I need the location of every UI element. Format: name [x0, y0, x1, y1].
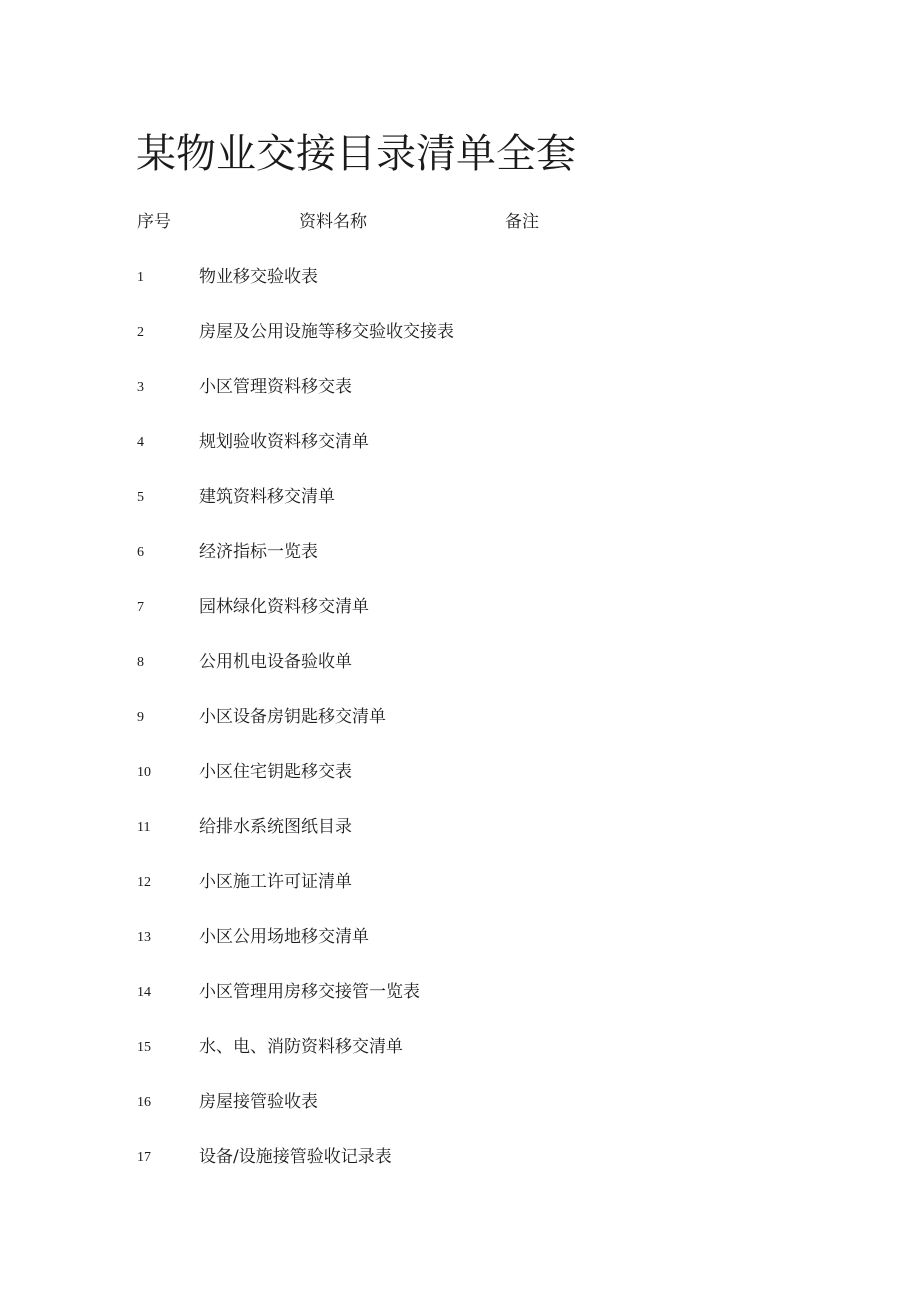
item-number: 2 — [137, 325, 144, 340]
document-title: 某物业交接目录清单全套 — [136, 131, 576, 177]
item-number: 9 — [137, 710, 144, 725]
list-item — [0, 868, 920, 923]
document-list — [0, 263, 920, 1198]
list-item — [0, 978, 920, 1033]
item-name: 物业移交验收表 — [199, 267, 318, 287]
item-name: 小区公用场地移交清单 — [199, 927, 369, 947]
item-name: 园林绿化资料移交清单 — [199, 597, 369, 617]
item-number: 4 — [137, 435, 144, 450]
item-number: 7 — [137, 600, 144, 615]
item-number: 10 — [137, 765, 151, 780]
list-item — [0, 428, 920, 483]
list-item — [0, 483, 920, 538]
item-number: 8 — [137, 655, 144, 670]
item-number: 13 — [137, 930, 151, 945]
list-item — [0, 318, 920, 373]
list-item — [0, 593, 920, 648]
item-name: 经济指标一览表 — [199, 542, 318, 562]
list-item — [0, 813, 920, 868]
item-number: 6 — [137, 545, 144, 560]
item-name: 小区管理资料移交表 — [199, 377, 352, 397]
list-item — [0, 538, 920, 593]
item-name: 给排水系统图纸目录 — [199, 817, 352, 837]
list-item — [0, 923, 920, 978]
item-number: 12 — [137, 875, 151, 890]
item-number: 14 — [137, 985, 151, 1000]
list-item — [0, 1088, 920, 1143]
list-item — [0, 263, 920, 318]
item-number: 1 — [137, 270, 144, 285]
item-number: 3 — [137, 380, 144, 395]
item-number: 15 — [137, 1040, 151, 1055]
list-item — [0, 648, 920, 703]
item-name: 建筑资料移交清单 — [199, 487, 335, 507]
item-name: 小区施工许可证清单 — [199, 872, 352, 892]
list-item — [0, 1033, 920, 1088]
item-number: 17 — [137, 1150, 151, 1165]
header-document-name: 资料名称 — [299, 212, 367, 232]
item-name: 水、电、消防资料移交清单 — [199, 1037, 403, 1057]
item-name: 公用机电设备验收单 — [199, 652, 352, 672]
list-item — [0, 1143, 920, 1198]
header-remarks: 备注 — [505, 212, 539, 232]
list-item — [0, 758, 920, 813]
list-item — [0, 703, 920, 758]
item-name: 设备/设施接管验收记录表 — [199, 1147, 392, 1167]
item-name: 小区设备房钥匙移交清单 — [199, 707, 386, 727]
item-name: 房屋接管验收表 — [199, 1092, 318, 1112]
item-name: 房屋及公用设施等移交验收交接表 — [199, 322, 454, 342]
header-serial-number: 序号 — [137, 212, 171, 232]
item-name: 小区管理用房移交接管一览表 — [199, 982, 420, 1002]
item-number: 5 — [137, 490, 144, 505]
item-number: 11 — [137, 820, 151, 835]
item-name: 小区住宅钥匙移交表 — [199, 762, 352, 782]
item-number: 16 — [137, 1095, 151, 1110]
list-item — [0, 373, 920, 428]
item-name: 规划验收资料移交清单 — [199, 432, 369, 452]
table-header — [0, 208, 920, 236]
